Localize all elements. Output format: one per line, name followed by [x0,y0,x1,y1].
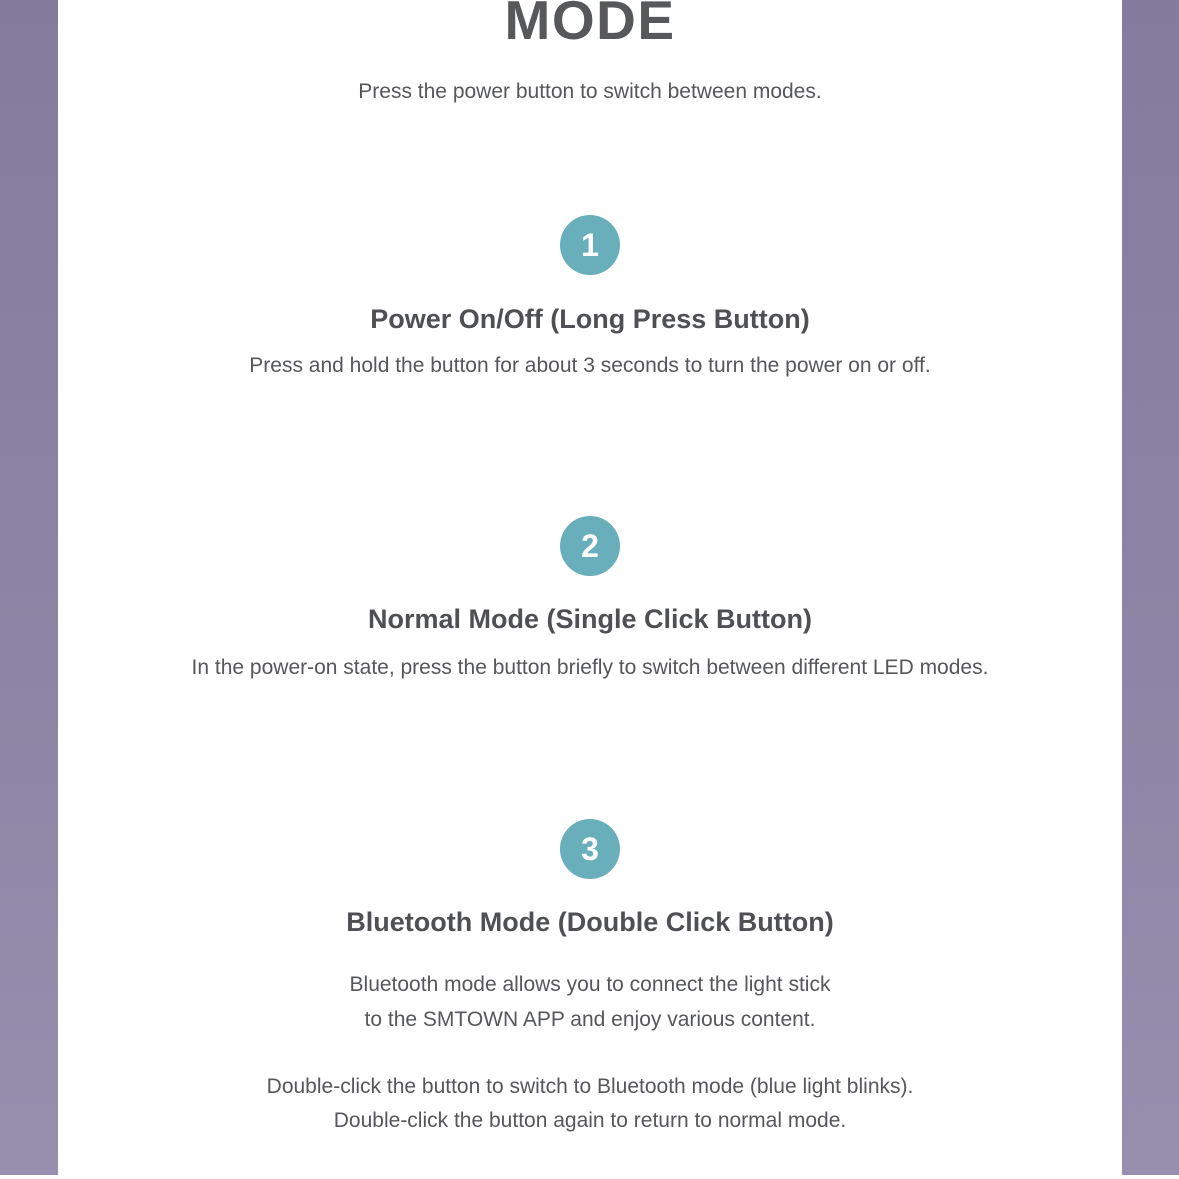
page-subtitle: Press the power button to switch between modes. [358,80,822,103]
step-2-heading: Normal Mode (Single Click Button) [367,604,812,634]
step-3-heading: Bluetooth Mode (Double Click Button) [346,907,834,937]
step-1-number-badge [560,215,620,275]
content-panel [58,0,1122,1179]
bottom-edge-strip [0,1175,1179,1179]
step-2-number: 2 [581,528,599,564]
step-3-description [58,967,1122,1037]
step-2-number-badge [560,516,620,576]
step-3-extra-note-line-2: Double-click the button again to return to normal mode. [333,1109,847,1132]
page-title: MODE [504,0,676,51]
step-3-number-badge [560,819,620,879]
step-3-extra-note-line-1: Double-click the button to switch to Bluetooth mode (blue light blinks). [266,1075,914,1098]
step-3-extra-note [58,1070,1122,1138]
step-1-heading: Power On/Off (Long Press Button) [370,304,810,334]
step-3-number: 3 [581,831,599,867]
step-1-description: Press and hold the button for about 3 seconds to turn the power on or off. [249,354,931,377]
step-3-description-line-2: to the SMTOWN APP and enjoy various content. [364,1008,816,1031]
step-2-description: In the power-on state, press the button briefly to switch between different LED modes. [191,656,989,679]
step-3-description-line-1: Bluetooth mode allows you to connect the light stick [349,973,831,996]
step-1-number: 1 [581,227,599,263]
